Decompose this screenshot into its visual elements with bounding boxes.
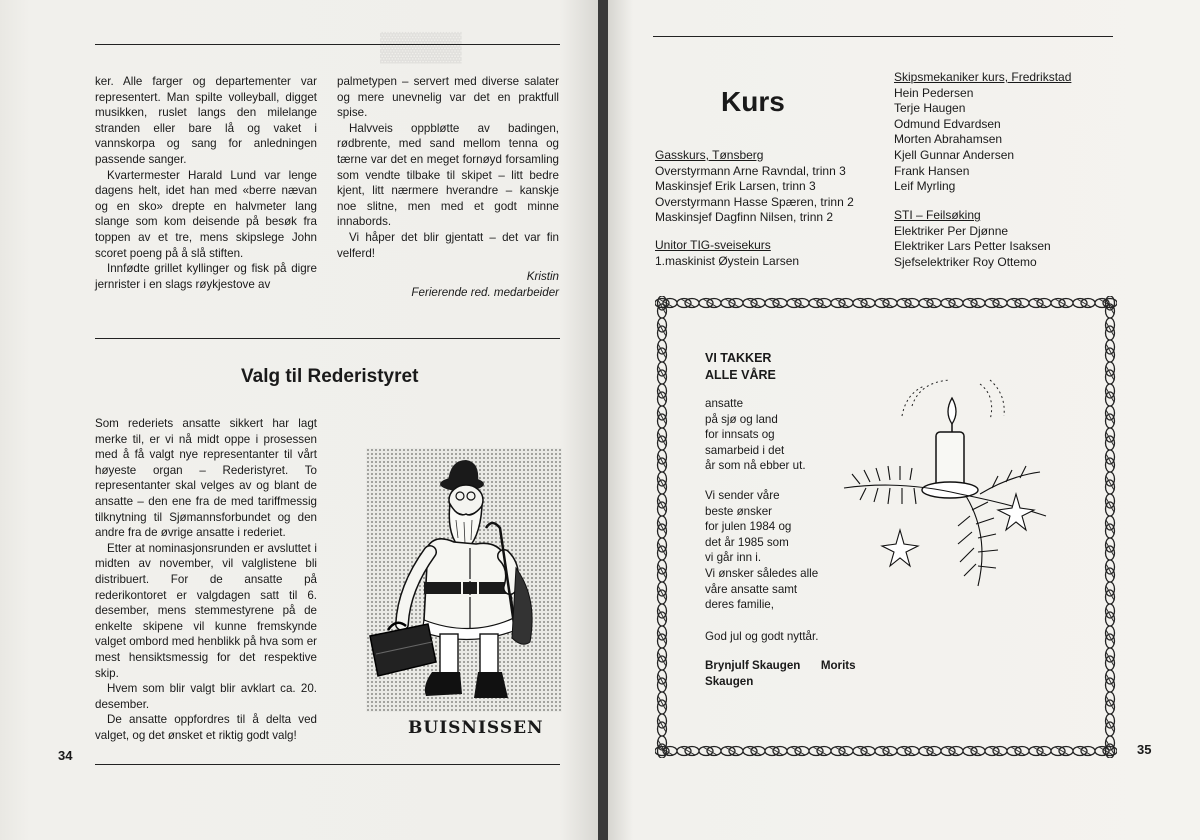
bleed-through-ghost: ▓▓▓▓ — [380, 30, 462, 61]
article-title: Valg til Rederistyret — [241, 366, 419, 387]
course-participant: Morten Abrahamsen — [894, 132, 1003, 147]
course-participant: Odmund Edvardsen — [894, 116, 1001, 131]
greeting-line: våre ansatte samt — [705, 582, 798, 596]
greeting-line: samarbeid i det — [705, 443, 785, 457]
paragraph: Halvveis oppbløtte av badingen, rødbrente, med sand mellom tenna og tærne var det en meget fornøyd forsamling som vendte tilbake til skipet – litt bedre kjent, litt nærmere hverandre – kanskje noe slitne, men med et godt minne innabords. — [337, 121, 559, 229]
paragraph: ker. Alle farger og departementer var representert. Man spilte volleyball, digget musikken, ruslet langs den milelange stranden eller bare lå og vaket i vannskorpa og sang for anledningen passende sanger. — [95, 75, 317, 166]
greeting-line: vi går inn i. — [705, 551, 762, 565]
course-participant: Sjefselektriker Roy Ottemo — [894, 254, 1037, 269]
course-list-sti — [894, 208, 1114, 270]
greeting-headline: VI TAKKER — [705, 351, 772, 365]
course-heading: STI – Feilsøking — [894, 208, 981, 222]
greeting-line: for innsats og — [705, 428, 775, 442]
course-heading: Unitor TIG-sveisekurs — [655, 238, 771, 252]
greeting-line: beste ønsker — [705, 504, 773, 518]
signer-name: Brynjulf Skaugen — [705, 659, 801, 673]
article-continued-col2 — [337, 74, 559, 300]
course-participant: Maskinsjef Dagfinn Nilsen, trinn 2 — [655, 210, 834, 225]
course-participant: Elektriker Per Djønne — [894, 223, 1009, 238]
greeting-line: det år 1985 som — [705, 535, 789, 549]
santa-drawing — [366, 448, 562, 712]
greeting-signers — [705, 658, 905, 689]
illustration-caption: BUISNISSEN — [408, 718, 544, 738]
binding-gutter — [598, 0, 608, 840]
greeting-line: år som nå ebber ut. — [705, 459, 806, 473]
course-participant: Overstyrmann Hasse Spæren, trinn 2 — [655, 194, 854, 209]
top-rule — [95, 44, 560, 45]
signature-name: Kristin — [526, 270, 559, 284]
course-heading: Gasskurs, Tønsberg — [655, 148, 764, 162]
greeting-line: Vi sender våre — [705, 488, 780, 502]
signature-role: Ferierende red. medarbeider — [411, 285, 559, 299]
course-participant: Elektriker Lars Petter Isaksen — [894, 239, 1051, 254]
page-number: 34 — [58, 748, 73, 763]
course-participant: Frank Hansen — [894, 163, 970, 178]
page-number: 35 — [1137, 742, 1152, 757]
greeting-headline: ALLE VÅRE — [705, 368, 776, 382]
course-participant: Hein Pedersen — [894, 85, 974, 100]
greeting-closing: God jul og godt nyttår. — [705, 629, 819, 643]
paragraph: palmetypen – servert med diverse salater og mere unevnelig var det en praktfull spise. — [337, 75, 559, 120]
top-rule — [653, 36, 1113, 37]
course-participant: Kjell Gunnar Andersen — [894, 147, 1015, 162]
greeting-line: for julen 1984 og — [705, 520, 792, 534]
course-participant: Maskinsjef Erik Larsen, trinn 3 — [655, 179, 816, 194]
course-list-skipsmekaniker — [894, 70, 1114, 195]
section-rule — [95, 338, 560, 339]
course-participant: 1.maskinist Øystein Larsen — [655, 253, 800, 268]
course-list-tig — [655, 238, 875, 269]
course-heading: Skipsmekaniker kurs, Fredrikstad — [894, 70, 1072, 84]
bottom-rule — [95, 764, 560, 765]
course-participant: Leif Myrling — [894, 179, 956, 194]
signer-name: Morits Skaugen — [705, 659, 856, 688]
article-body — [95, 416, 317, 743]
course-participant: Terje Haugen — [894, 101, 966, 116]
paragraph: De ansatte oppfordres til å delta ved valget, og det ønsket et riktig godt valg! — [95, 713, 317, 742]
paragraph: Kvartermester Harald Lund var lenge dagens helt, idet han med «berre nævan og en sko» drepte en halvmeter lang slange som kom deisende på besøk fra toppen av et tre, mens skipslege John scoret poeng på å slå stiften. — [95, 168, 317, 260]
page-title: Kurs — [721, 86, 785, 117]
course-participant: Overstyrmann Arne Ravndal, trinn 3 — [655, 163, 846, 178]
greeting-line: deres familie, — [705, 598, 774, 612]
greeting-line: på sjø og land — [705, 412, 778, 426]
paragraph: Som rederiets ansatte sikkert har lagt merke til, er vi nå midt oppe i prosessen med å få valgt nye representanter til vårt høyeste organ – Rederistyret. To representanter skal velges av og blant de ansatte – den ene fra de med tariffmessig tilknytning til Sjømannsforbundet og den andre fra de øvrige ansatte i rederiet. — [95, 417, 317, 540]
greeting-line: Vi ønsker således alle — [705, 566, 819, 580]
article-continued-col1 — [95, 74, 317, 292]
santa-illustration — [366, 448, 562, 712]
greeting-line: ansatte — [705, 397, 744, 410]
left-page — [0, 0, 598, 840]
paragraph: Vi håper det blir gjentatt – det var fin velferd! — [337, 230, 559, 260]
christmas-greeting — [705, 350, 905, 690]
paragraph: Etter at nominasjonsrunden er avsluttet i midten av november, vil valglistene bli distribuert. For de ansatte på rederikontoret er valgdagen satt til 6. desember, mens stemmestyrene på de enkelte skipene vil kunne fremskynde valget ombord med henblikk på hva som er mest hensiktsmessig for det respektive skip. — [95, 541, 317, 680]
paragraph: Hvem som blir valgt blir avklart ca. 20. desember. — [95, 682, 317, 711]
paragraph: Innfødte grillet kyllinger og fisk på digre jernrister i en slags røykjestove av — [95, 262, 317, 291]
course-list-gasskurs — [655, 148, 875, 226]
